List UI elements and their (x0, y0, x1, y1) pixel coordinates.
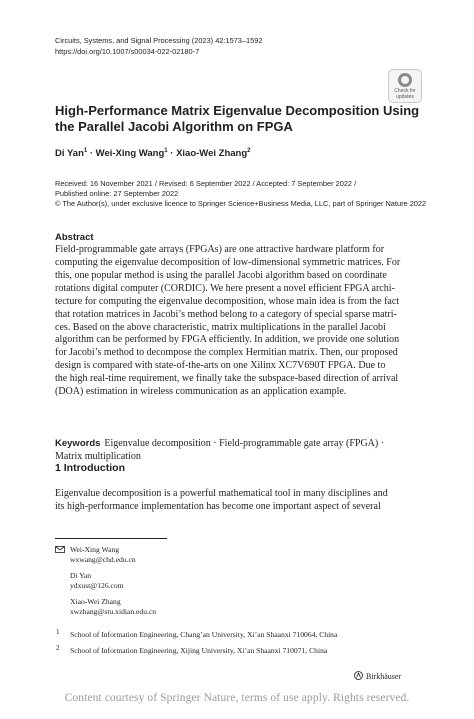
paper-title-line-2: the Parallel Jacobi Algorithm on FPGA (55, 119, 293, 134)
affiliation-number: 1 (56, 628, 60, 636)
abstract-line: (DOA) estimation in wireless communication as an application example. (55, 386, 347, 397)
birkhauser-logo-icon (354, 671, 363, 680)
received-dates: Received: 16 November 2021 / Revised: 6 September 2022 / Accepted: 7 September 2022 / (55, 179, 357, 188)
abstract-line: design is compared with state-of-the-arts on one Xilinx XC7V690T FPGA. Due to (55, 360, 386, 371)
courtesy-notice: Content courtesy of Springer Nature, terms of use apply. Rights reserved. (64, 692, 410, 704)
abstract-line: ces. Based on the above characteristic, matrix multiplications in the parallel Jacobi (55, 322, 386, 333)
author-name[interactable]: Xiao-Wei Zhang (176, 148, 248, 159)
section-heading-introduction: 1 Introduction (55, 462, 125, 474)
keywords-line-2: Matrix multiplication (55, 451, 141, 462)
author-list (55, 148, 251, 159)
author-separator: · (87, 148, 96, 159)
abstract-line: for Jacobi’s method to decompose the complex Hermitian matrix. Then, our proposed (55, 347, 398, 358)
contact-name: Xiao-Wei Zhang (70, 597, 121, 606)
badge-label-line-2: updates (396, 94, 414, 100)
abstract-line: tecture for computing the eigenvalue decomposition, whose main idea is from the fact (55, 296, 400, 307)
body-text-line: its high-performance implementation has become one important aspect of several (55, 501, 381, 512)
affiliation-text: School of Information Engineering, Chang’an University, Xi’an Shaanxi 710064, China (70, 630, 338, 639)
keywords-line-1: Eigenvalue decomposition · Field-programmable gate array (FPGA) · (104, 438, 385, 449)
copyright-notice: © The Author(s), under exclusive licence to Springer Science+Business Media, LLC, part of Springer Nature 2022 (55, 199, 427, 208)
abstract-line: that rotation matrices in Jacobi’s method belong to a category of special sparse matri- (55, 309, 397, 320)
author-name[interactable]: Wei-Xing Wang (95, 148, 165, 159)
abstract-line: this, one popular method is using the parallel Jacobi algorithm based on coordinate (55, 270, 387, 281)
check-for-updates-icon (398, 73, 412, 87)
paper-title-line-1: High-Performance Matrix Eigenvalue Decomposition Using (55, 103, 420, 118)
check-for-updates-badge[interactable] (388, 69, 422, 103)
abstract-line: computing the eigenvalue decomposition of low-dimensional symmetric matrices. For (55, 257, 401, 268)
contact-email[interactable]: ydxust@126.com (70, 581, 124, 590)
affiliation-text: School of Information Engineering, Xijing University, Xi’an Shaanxi 710071, China (70, 646, 328, 655)
contact-email[interactable]: xwzhang@stu.xidian.edu.cn (70, 607, 157, 616)
author-affiliation-marker: 1 (164, 148, 168, 154)
abstract-line: Field-programmable gate arrays (FPGAs) are one attractive hardware platform for (55, 244, 385, 255)
abstract-line: rotations digital computer (CORDIC). We here present a novel efficient FPGA archi- (55, 283, 395, 294)
keywords (55, 438, 384, 449)
contact-email[interactable]: wxwang@chd.edu.cn (70, 555, 136, 564)
published-online: Published online: 27 September 2022 (55, 189, 179, 198)
journal-citation: Circuits, Systems, and Signal Processing (2023) 42:1573–1592 (55, 36, 263, 45)
doi-link[interactable]: https://doi.org/10.1007/s00034-022-02180-7 (55, 47, 200, 56)
abstract-line: algorithm can be performed by FPGA efficiently. In addition, we provide one solution (55, 334, 400, 345)
contact-name: Wei-Xing Wang (70, 545, 120, 554)
abstract-heading: Abstract (55, 232, 94, 243)
publisher-name: Birkhäuser (366, 672, 402, 681)
body-text-line: Eigenvalue decomposition is a powerful mathematical tool in many disciplines and (55, 488, 388, 499)
publisher-mark (354, 671, 401, 681)
keywords-label: Keywords (55, 438, 101, 449)
footnote-divider (55, 538, 167, 539)
contact-name: Di Yan (70, 571, 92, 580)
author-affiliation-marker: 1 (83, 148, 88, 154)
author-affiliation-marker: 2 (247, 148, 251, 154)
badge-label-line-1: Check for (394, 88, 416, 94)
abstract-line: the high real-time requirement, we finally take the subspace-based direction of arrival (55, 373, 399, 384)
author-separator: · (167, 148, 177, 159)
mail-icon (55, 546, 65, 553)
author-name[interactable]: Di Yan (55, 148, 84, 159)
affiliation-number: 2 (56, 644, 60, 652)
